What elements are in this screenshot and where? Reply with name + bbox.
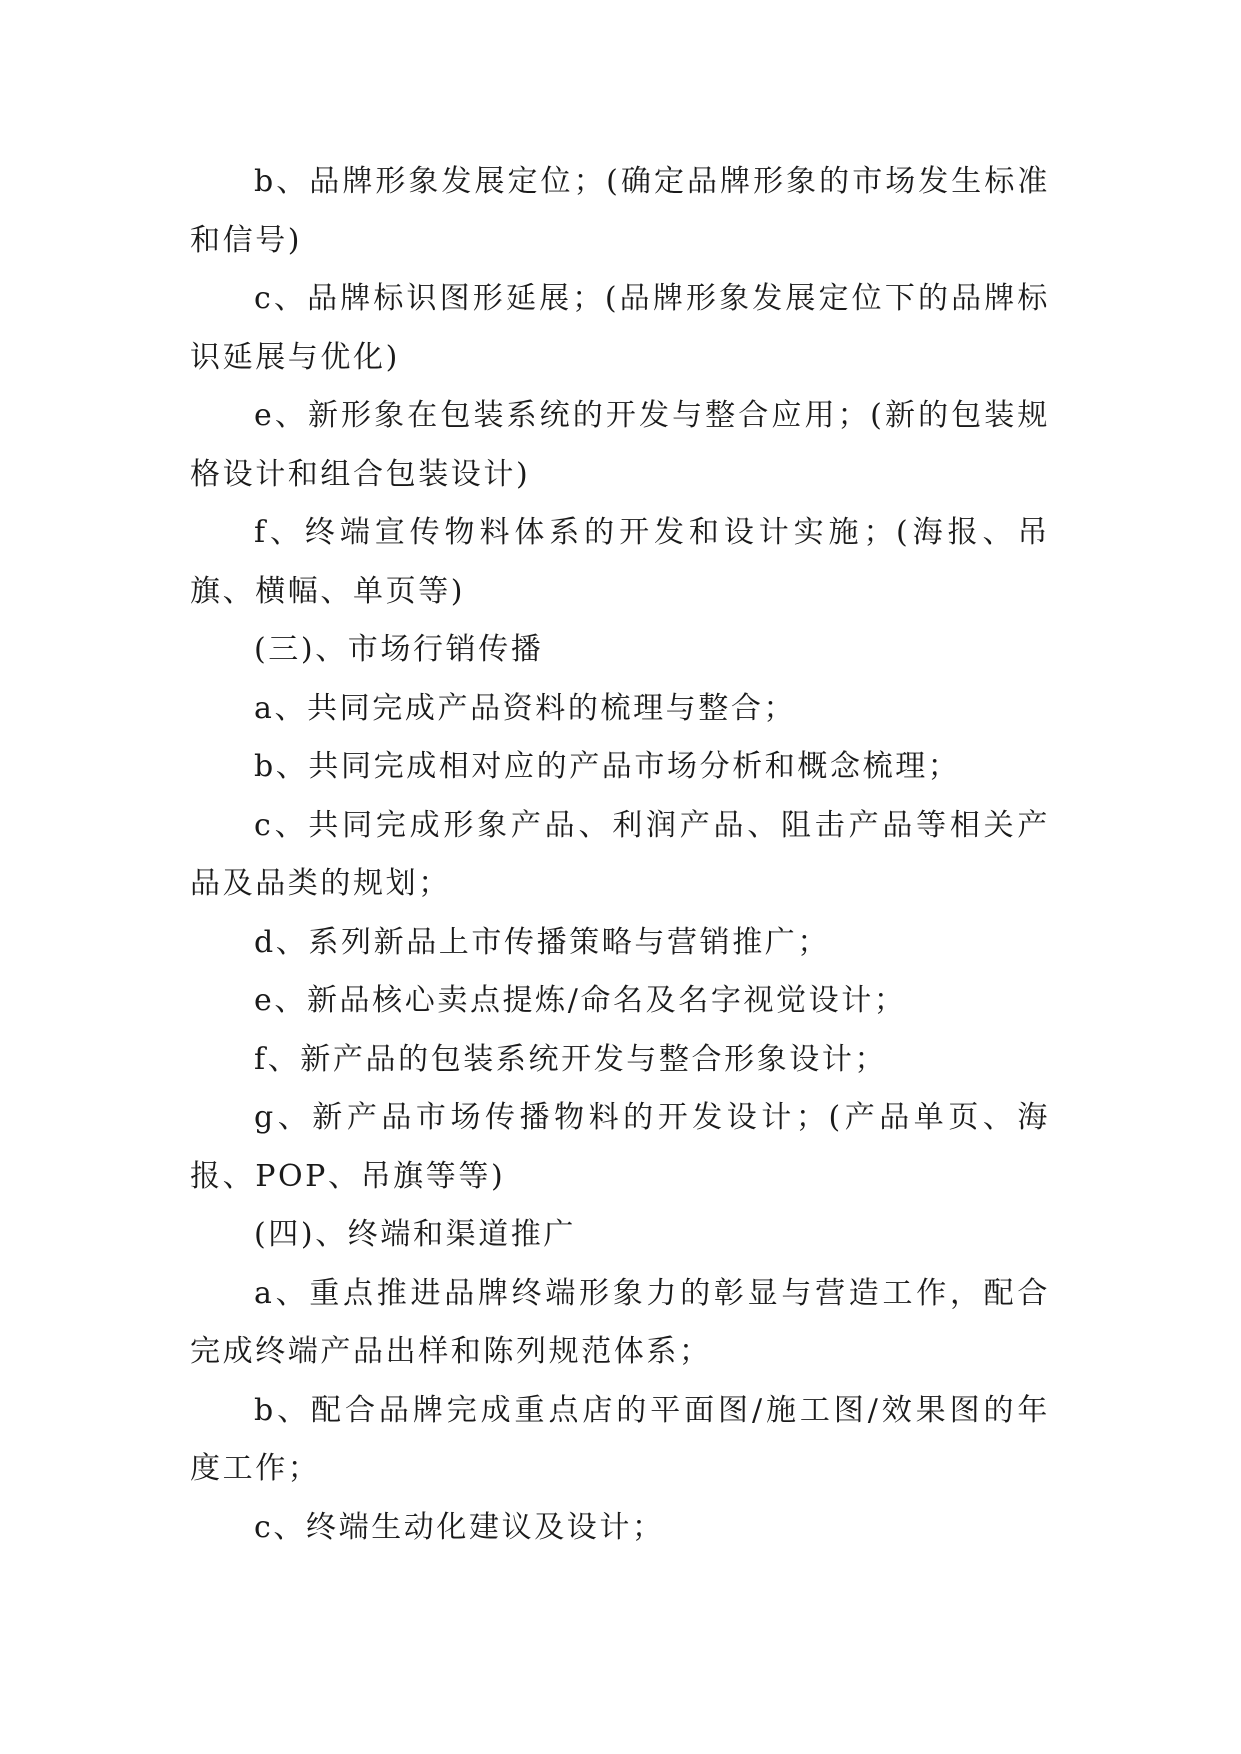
paragraph-promo-materials: g、新产品市场传播物料的开发设计；(产品单页、海报、POP、吊旗等等) (190, 1100, 1050, 1194)
paragraph-market-analysis: b、共同完成相对应的产品市场分析和概念梳理； (254, 749, 961, 784)
section-heading-marketing: (三)、市场行销传播 (254, 632, 544, 667)
paragraph-packaging-design: f、新产品的包装系统开发与整合形象设计； (254, 1041, 888, 1077)
paragraph-terminal-materials: f、终端宣传物料体系的开发和设计实施；(海报、吊旗、横幅、单页等) (190, 515, 1050, 609)
document-body (190, 153, 1050, 1557)
paragraph-selling-points: e、新品核心卖点提炼/命名及名字视觉设计； (254, 983, 907, 1018)
paragraph-launch-strategy: d、系列新品上市传播策略与营销推广； (254, 924, 831, 960)
paragraph-terminal-vivid: c、终端生动化建议及设计； (254, 1509, 665, 1545)
paragraph-packaging-system: e、新形象在包装系统的开发与整合应用；(新的包装规格设计和组合包装设计) (190, 398, 1050, 492)
section-heading-channels: (四)、终端和渠道推广 (254, 1217, 577, 1252)
paragraph-brand-positioning: b、品牌形象发展定位；(确定品牌形象的市场发生标准和信号) (190, 164, 1050, 258)
paragraph-terminal-image: a、重点推进品牌终端形象力的彰显与营造工作，配合完成终端产品出样和陈列规范体系； (190, 1275, 1050, 1369)
paragraph-product-materials: a、共同完成产品资料的梳理与整合； (254, 690, 797, 726)
paragraph-store-drawings: b、配合品牌完成重点店的平面图/施工图/效果图的年度工作； (190, 1392, 1050, 1486)
paragraph-logo-extension: c、品牌标识图形延展；(品牌形象发展定位下的品牌标识延展与优化) (190, 281, 1050, 375)
paragraph-product-planning: c、共同完成形象产品、利润产品、阻击产品等相关产品及品类的规划； (190, 807, 1050, 901)
